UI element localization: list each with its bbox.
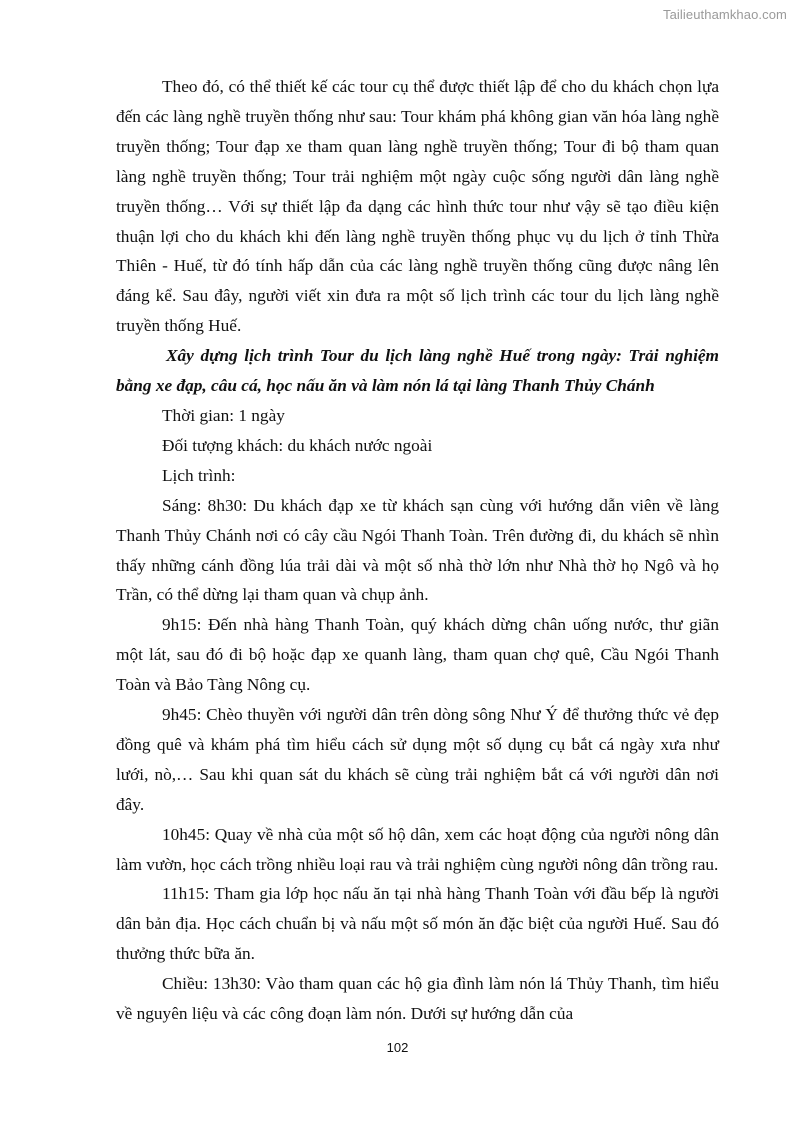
- schedule-1330: Chiều: 13h30: Vào tham quan các hộ gia đình làm nón lá Thủy Thanh, tìm hiểu về nguyên liệu và các công đoạn làm nón. Dưới sự hướng dẫn của: [116, 974, 719, 1024]
- schedule-0945: 9h45: Chèo thuyền với người dân trên dòng sông Như Ý để thưởng thức vẻ đẹp đồng quê và khám phá tìm hiểu cách sử dụng một số dụng cụ bắt cá ngày xưa như lưới, nò,… Sau khi quan sát du khách sẽ cùng trải nghiệm bắt cá với người dân nơi đây.: [116, 705, 719, 814]
- schedule-1045: 10h45: Quay về nhà của một số hộ dân, xem các hoạt động của người nông dân làm vườn, học cách trồng nhiều loại rau và trải nghiệm cùng người nông dân trồng rau.: [116, 824, 719, 874]
- intro-paragraph: Theo đó, có thể thiết kế các tour cụ thể được thiết lập để cho du khách chọn lựa đến các làng nghề truyền thống như sau: Tour khám phá không gian văn hóa làng nghề truyền thống; Tour đạp xe tham quan làng nghề truyền thống; Tour đi bộ tham quan làng nghề truyền thống; Tour trải nghiệm một ngày cuộc sống người dân làng nghề truyền thống… Với sự thiết lập đa dạng các hình thức tour như vậy sẽ tạo điều kiện thuận lợi cho du khách khi đến làng nghề truyền thống phục vụ du lịch ở tỉnh Thừa Thiên - Huế, từ đó tính hấp dẫn của các làng nghề truyền thống cũng được nâng lên đáng kể. Sau đây, người viết xin đưa ra một số lịch trình các tour du lịch làng nghề truyền thống Huế.: [116, 77, 719, 336]
- tour-duration: Thời gian: 1 ngày: [162, 405, 285, 425]
- document-body: [116, 72, 719, 1029]
- schedule-0915: 9h15: Đến nhà hàng Thanh Toàn, quý khách dừng chân uống nước, thư giãn một lát, sau đó đi bộ hoặc đạp xe quanh làng, tham quan chợ quê, Cầu Ngói Thanh Toàn và Bảo Tàng Nông cụ.: [116, 615, 719, 695]
- section-heading: Xây dựng lịch trình Tour du lịch làng nghề Huế trong ngày: Trải nghiệm bằng xe đạp, câu cá, học nấu ăn và làm nón lá tại làng Thanh Thủy Chánh: [116, 346, 719, 396]
- watermark-text: Tailieuthamkhao.com: [662, 7, 787, 22]
- schedule-label: Lịch trình:: [162, 465, 236, 485]
- tour-audience: Đối tượng khách: du khách nước ngoài: [162, 435, 433, 455]
- page-number: 102: [386, 1040, 409, 1055]
- schedule-0830: Sáng: 8h30: Du khách đạp xe từ khách sạn cùng với hướng dẫn viên về làng Thanh Thủy Chánh nơi có cây cầu Ngói Thanh Toàn. Trên đường đi, du khách sẽ nhìn thấy những cánh đồng lúa trải dài và một số nhà thờ lớn như Nhà thờ họ Ngô và họ Trần, có thể dừng lại tham quan và chụp ảnh.: [116, 495, 719, 605]
- schedule-1115: 11h15: Tham gia lớp học nấu ăn tại nhà hàng Thanh Toàn với đầu bếp là người dân bản địa. Học cách chuẩn bị và nấu một số món ăn đặc biệt của người Huế. Sau đó thưởng thức bữa ăn.: [116, 884, 719, 964]
